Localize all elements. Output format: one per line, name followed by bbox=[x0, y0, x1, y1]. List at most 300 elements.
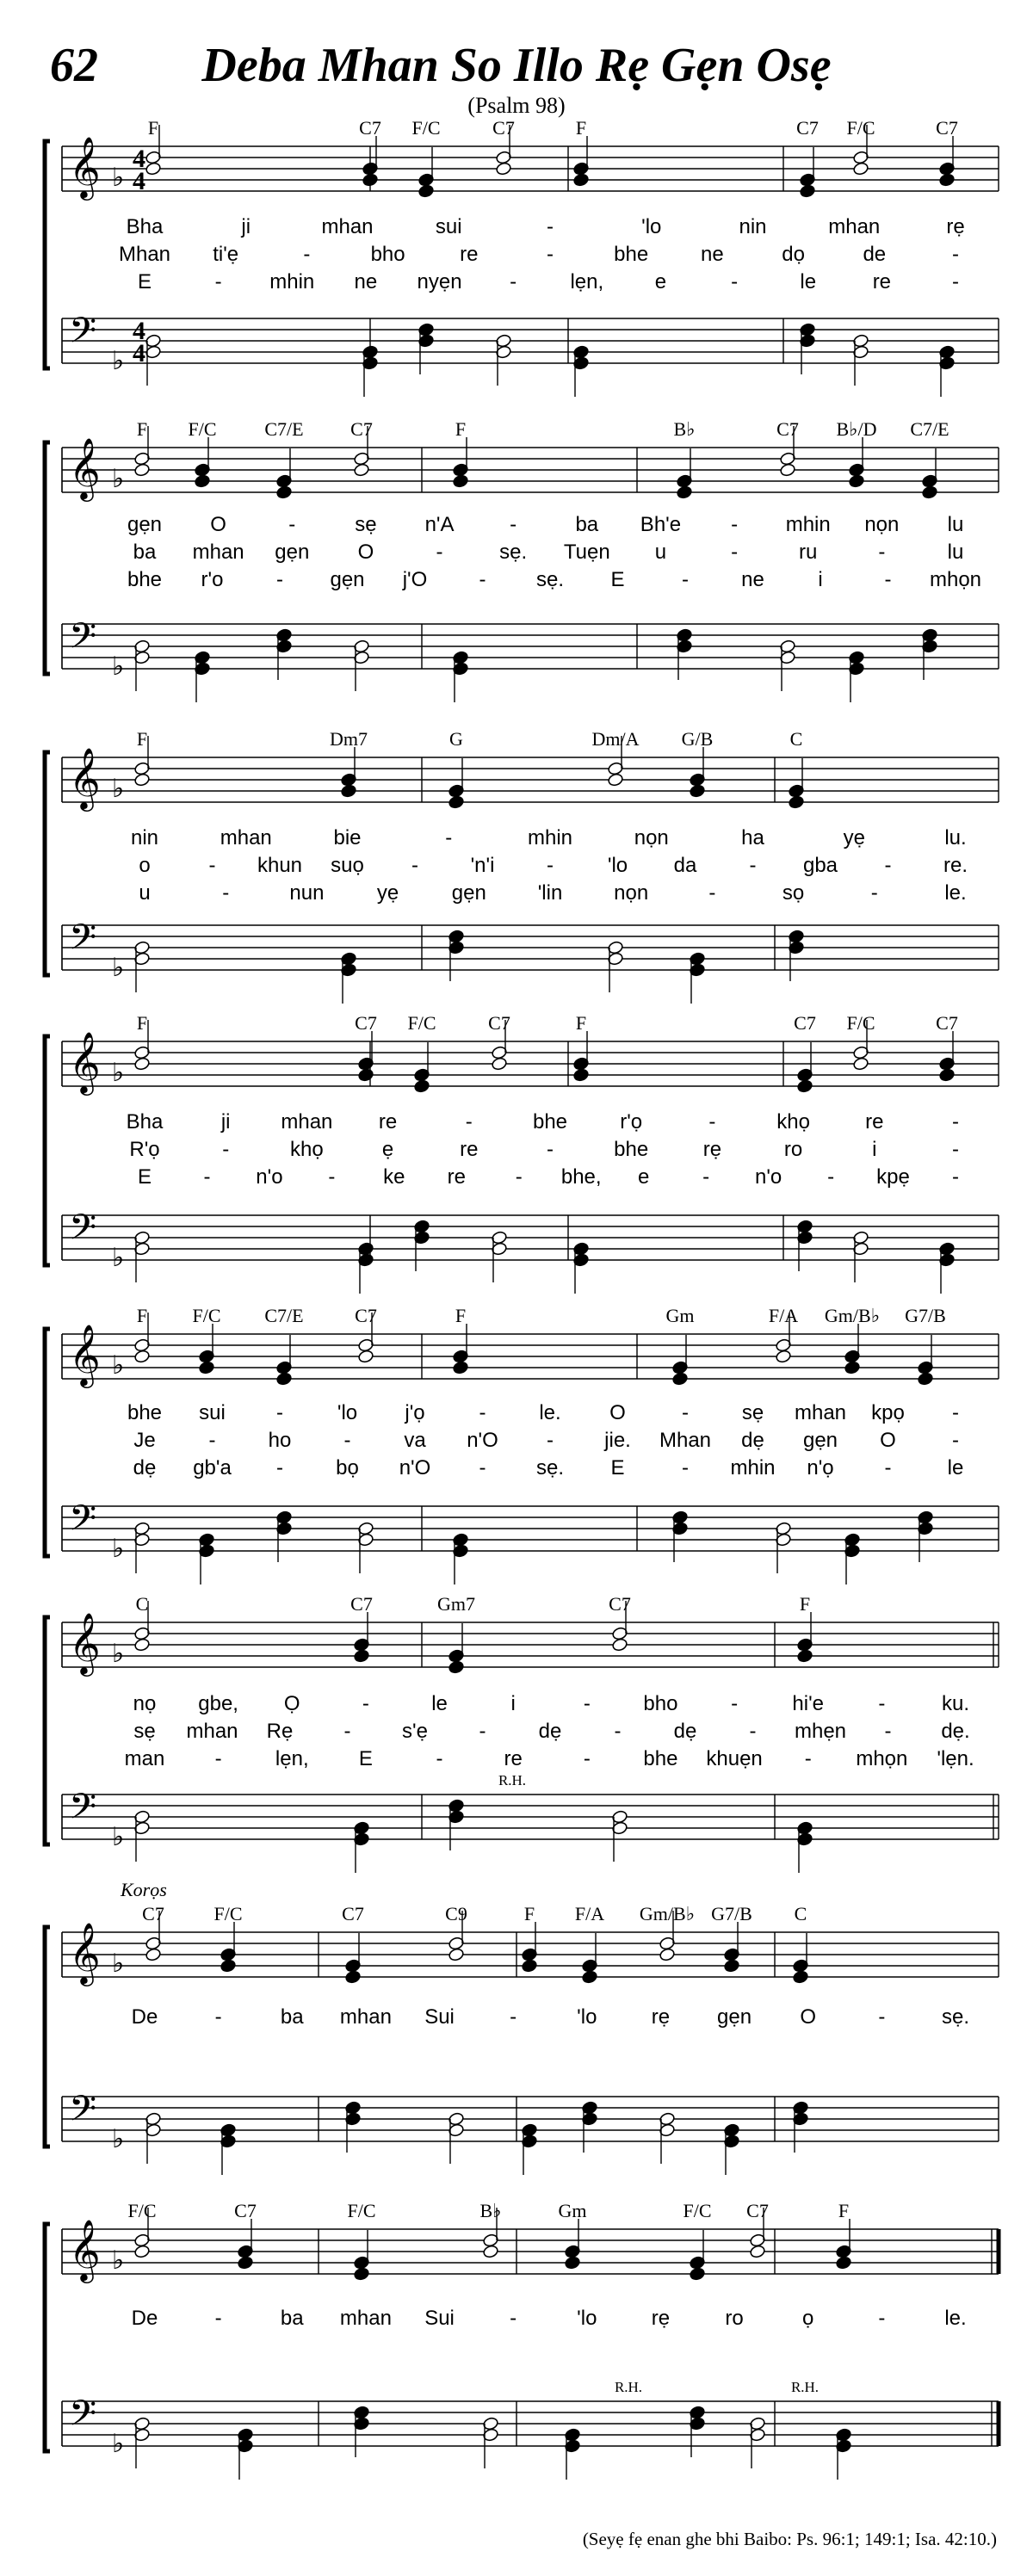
lyric-syllable: - bbox=[884, 1720, 892, 1743]
treble-clef-icon: 𝄞 bbox=[69, 2218, 101, 2281]
lyric-syllable: rẹ bbox=[651, 2005, 671, 2029]
lyric-syllable: - bbox=[884, 568, 892, 591]
bass-clef-icon: 𝄢 bbox=[69, 2393, 97, 2443]
lyric-syllable: e bbox=[638, 1165, 650, 1189]
lyric-syllable: mhọn bbox=[856, 1747, 908, 1770]
lyric-syllable: khọ bbox=[290, 1138, 324, 1161]
lyric-syllable: re bbox=[460, 243, 479, 266]
lyric-syllable: - bbox=[362, 1692, 369, 1715]
lyric-syllable: Je bbox=[133, 1429, 156, 1452]
chord-symbol: C7/E bbox=[910, 418, 949, 440]
lyric-syllable: dẹ bbox=[538, 1720, 562, 1743]
lyric-syllable: - bbox=[479, 1456, 486, 1480]
lyric-syllable: khun bbox=[257, 854, 303, 877]
lyric-syllable: - bbox=[510, 2005, 517, 2029]
treble-clef-icon: 𝄞 bbox=[69, 1323, 101, 1386]
lyric-syllable: dẹ bbox=[741, 1429, 764, 1452]
lyric-syllable: sẹ bbox=[355, 513, 377, 536]
lyric-syllable: bho bbox=[643, 1692, 678, 1715]
chord-symbol: Gm/B♭ bbox=[824, 1305, 881, 1326]
lyric-syllable: O bbox=[609, 1401, 626, 1424]
lyric-syllable: mhan bbox=[339, 2005, 392, 2029]
flat-key-signature-icon: ♭ bbox=[112, 1949, 125, 1979]
lyric-syllable: mhan bbox=[192, 541, 244, 564]
lyric-syllable: - bbox=[878, 1692, 886, 1715]
lyric-syllable: bie bbox=[333, 826, 362, 849]
flat-key-signature-icon: ♭ bbox=[112, 652, 125, 682]
lyric-syllable: - bbox=[749, 854, 757, 877]
lyric-syllable: sẹ. bbox=[499, 541, 528, 564]
lyric-syllable: - bbox=[749, 1720, 757, 1743]
lyric-syllable: R'ọ bbox=[129, 1138, 160, 1161]
lyric-syllable: - bbox=[479, 1720, 486, 1743]
lyric-syllable: i bbox=[818, 568, 823, 591]
staff bbox=[62, 2229, 999, 2274]
flat-key-signature-icon: ♭ bbox=[112, 1822, 125, 1852]
hymn-title: Deba Mhan So Illo Rẹ Gẹn Osẹ bbox=[201, 39, 832, 92]
time-signature: 4 bbox=[133, 339, 145, 368]
chord-symbol: F/C bbox=[683, 2200, 712, 2221]
lyric-syllable: - bbox=[827, 1165, 835, 1189]
chord-symbol: F bbox=[147, 117, 159, 139]
lyric-syllable: - bbox=[203, 1165, 211, 1189]
chord-symbol: F/A bbox=[574, 1903, 605, 1924]
lyric-syllable: - bbox=[682, 1456, 689, 1480]
lyric-syllable: Bh'e bbox=[640, 513, 682, 536]
chord-symbol: F bbox=[455, 1305, 467, 1326]
lyric-syllable: - bbox=[547, 854, 554, 877]
lyric-syllable: - bbox=[510, 2307, 517, 2330]
lyric-syllable: sẹ bbox=[741, 1401, 764, 1424]
lyric-syllable: - bbox=[214, 270, 222, 293]
chord-symbol: Dm7 bbox=[330, 728, 368, 750]
lyric-syllable: da bbox=[673, 854, 697, 877]
lyric-syllable: nin bbox=[739, 215, 767, 238]
bass-clef-icon: 𝄢 bbox=[69, 2088, 97, 2138]
lyric-syllable: gẹn bbox=[127, 513, 163, 536]
lyric-syllable: E bbox=[610, 1456, 625, 1480]
notehead bbox=[482, 2245, 498, 2259]
lyric-syllable: mhin bbox=[785, 513, 831, 536]
lyric-syllable: - bbox=[583, 1692, 591, 1715]
chord-symbol: F/C bbox=[846, 117, 875, 139]
lyric-syllable: ba bbox=[575, 513, 599, 536]
chord-symbol: C7 bbox=[350, 418, 373, 440]
lyric-syllable: re bbox=[447, 1165, 466, 1189]
chord-symbol: F/C bbox=[846, 1012, 875, 1034]
chord-symbol: C7 bbox=[794, 1012, 816, 1034]
lyric-syllable: - bbox=[411, 854, 418, 877]
lyric-syllable: gbe, bbox=[198, 1692, 238, 1715]
lyric-syllable: re. bbox=[943, 854, 968, 877]
flat-key-signature-icon: ♭ bbox=[112, 464, 125, 494]
lyric-syllable: - bbox=[214, 2307, 222, 2330]
lyric-syllable: e bbox=[654, 270, 667, 293]
lyric-syllable: mhọn bbox=[929, 568, 982, 591]
system-bracket bbox=[45, 2224, 50, 2451]
lyric-syllable: r'o bbox=[201, 568, 224, 591]
lyric-syllable: gẹn bbox=[451, 881, 486, 905]
lyric-syllable: le. bbox=[944, 881, 967, 905]
lyric-syllable: s'ẹ bbox=[402, 1720, 428, 1743]
lyric-syllable: dẹ bbox=[133, 1456, 157, 1480]
staff bbox=[62, 2401, 999, 2446]
lyric-syllable: - bbox=[208, 1429, 216, 1452]
lyric-syllable: ji bbox=[241, 215, 251, 238]
lyric-syllable: re bbox=[378, 1110, 398, 1134]
notehead bbox=[835, 2256, 851, 2270]
chord-symbol: G bbox=[449, 728, 463, 750]
lyric-syllable: bhe bbox=[614, 1138, 649, 1161]
time-signature: 4 bbox=[133, 167, 145, 195]
lyric-syllable: o bbox=[139, 854, 151, 877]
right-hand-marking: R.H. bbox=[790, 2379, 820, 2395]
lyric-syllable: i bbox=[872, 1138, 877, 1161]
lyric-syllable: - bbox=[708, 881, 716, 905]
lyric-syllable: gẹn bbox=[275, 541, 310, 564]
lyric-syllable: bhe bbox=[127, 568, 163, 591]
lyric-syllable: ẹ bbox=[381, 1138, 394, 1161]
chord-symbol: F/A bbox=[768, 1305, 799, 1326]
chord-symbol: G7/B bbox=[905, 1305, 946, 1326]
chord-symbol: F bbox=[838, 2200, 850, 2221]
lyric-syllable: kpọ bbox=[871, 1401, 905, 1424]
lyric-syllable: - bbox=[276, 568, 283, 591]
chord-symbol: Gm bbox=[558, 2200, 587, 2221]
lyric-syllable: mhan bbox=[339, 2307, 392, 2330]
lyric-syllable: ọ bbox=[802, 2307, 814, 2330]
lyric-syllable: nun bbox=[289, 881, 325, 905]
lyric-syllable: re bbox=[460, 1138, 479, 1161]
lyric-syllable: sẹ bbox=[133, 1720, 156, 1743]
chord-symbol: C bbox=[135, 1593, 149, 1615]
lyric-syllable: 'n'i bbox=[470, 854, 495, 877]
lyric-syllable: de bbox=[863, 243, 887, 266]
chord-symbol: F bbox=[799, 1593, 811, 1615]
chord-symbol: C9 bbox=[445, 1903, 467, 1924]
lyric-syllable: Tuẹn bbox=[563, 541, 610, 564]
lyric-syllable: - bbox=[343, 1429, 351, 1452]
lyric-syllable: - bbox=[445, 826, 453, 849]
lyric-syllable: 'lo bbox=[641, 215, 662, 238]
lyric-syllable: Sui bbox=[424, 2005, 455, 2029]
chord-symbol: C7 bbox=[342, 1903, 364, 1924]
lyric-syllable: Mhan bbox=[118, 243, 171, 266]
lyric-syllable: bhe bbox=[614, 243, 649, 266]
lyric-syllable: re bbox=[872, 270, 892, 293]
right-hand-marking: R.H. bbox=[614, 2379, 643, 2395]
lyric-syllable: jie. bbox=[604, 1429, 631, 1452]
lyric-syllable: 'lo bbox=[577, 2307, 597, 2330]
flat-key-signature-icon: ♭ bbox=[112, 774, 125, 804]
lyric-syllable: dẹ. bbox=[941, 1720, 970, 1743]
flat-key-signature-icon: ♭ bbox=[112, 1534, 125, 1564]
lyric-syllable: - bbox=[952, 243, 959, 266]
lyric-syllable: sẹ. bbox=[535, 1456, 565, 1480]
chord-symbol: C7 bbox=[609, 1593, 631, 1615]
notehead bbox=[133, 2245, 150, 2259]
bass-clef-icon: 𝄢 bbox=[69, 917, 97, 967]
lyric-syllable: lẹn, bbox=[570, 270, 604, 293]
lyric-syllable: - bbox=[731, 270, 739, 293]
chord-symbol: C7 bbox=[234, 2200, 257, 2221]
lyric-syllable: mhan bbox=[321, 215, 374, 238]
lyric-syllable: ba bbox=[280, 2307, 304, 2330]
chord-symbol: F bbox=[136, 1305, 148, 1326]
lyric-syllable: O bbox=[357, 541, 374, 564]
flat-key-signature-icon: ♭ bbox=[112, 1243, 125, 1273]
lyric-syllable: - bbox=[208, 854, 216, 877]
chord-symbol: Gm bbox=[665, 1305, 695, 1326]
lyric-syllable: re bbox=[504, 1747, 523, 1770]
lyric-syllable: lu bbox=[947, 513, 964, 536]
flat-key-signature-icon: ♭ bbox=[112, 2124, 125, 2154]
chord-symbol: C bbox=[789, 728, 803, 750]
lyric-syllable: - bbox=[515, 1165, 523, 1189]
lyric-syllable: - bbox=[682, 1401, 689, 1424]
lyric-syllable: E bbox=[137, 270, 152, 293]
lyric-syllable: mhan bbox=[281, 1110, 333, 1134]
lyric-syllable: kpẹ bbox=[876, 1165, 910, 1189]
chord-symbol: C7 bbox=[350, 1593, 373, 1615]
chord-symbol: F bbox=[523, 1903, 535, 1924]
lyric-syllable: - bbox=[276, 1456, 283, 1480]
scripture-footnote: (Seyẹ fẹ enan ghe bhi Baibo: Ps. 96:1; 149:1; Isa. 42:10.) bbox=[582, 2529, 997, 2549]
chord-symbol: F/C bbox=[347, 2200, 376, 2221]
lyric-syllable: man bbox=[124, 1747, 165, 1770]
lyric-syllable: n'o bbox=[754, 1165, 782, 1189]
lyric-syllable: - bbox=[479, 568, 486, 591]
lyric-syllable: Bha bbox=[126, 1110, 164, 1134]
lyric-syllable: E bbox=[137, 1165, 152, 1189]
chord-symbol: F bbox=[455, 418, 467, 440]
lyric-syllable: yẹ bbox=[843, 826, 865, 849]
lyric-syllable: ke bbox=[383, 1165, 405, 1189]
lyric-syllable: - bbox=[547, 1138, 554, 1161]
lyric-syllable: ro bbox=[783, 1138, 803, 1161]
lyric-syllable: mhan bbox=[828, 215, 881, 238]
lyric-syllable: sẹ. bbox=[941, 2005, 970, 2029]
lyric-syllable: gba bbox=[802, 854, 838, 877]
lyric-syllable: - bbox=[952, 1401, 959, 1424]
lyric-syllable: - bbox=[804, 1747, 812, 1770]
bass-clef-icon: 𝄢 bbox=[69, 1498, 97, 1547]
lyric-syllable: nọn bbox=[864, 513, 900, 536]
lyric-syllable: 'lin bbox=[537, 881, 563, 905]
lyric-syllable: gẹn bbox=[330, 568, 365, 591]
lyric-syllable: - bbox=[731, 1692, 739, 1715]
flat-key-signature-icon: ♭ bbox=[112, 346, 125, 376]
lyric-syllable: O bbox=[800, 2005, 817, 2029]
lyric-syllable: j'ọ bbox=[405, 1401, 425, 1424]
chord-symbol: F/C bbox=[411, 117, 441, 139]
lyric-syllable: rẹ bbox=[702, 1138, 722, 1161]
lyric-syllable: ne bbox=[741, 568, 764, 591]
lyric-syllable: - bbox=[884, 854, 892, 877]
lyric-syllable: hi'e bbox=[792, 1692, 825, 1715]
lyric-syllable: De bbox=[131, 2005, 158, 2029]
treble-clef-icon: 𝄞 bbox=[69, 1921, 101, 1984]
lyric-syllable: - bbox=[510, 270, 517, 293]
lyric-syllable: sẹ. bbox=[535, 568, 565, 591]
lyric-syllable: ha bbox=[741, 826, 764, 849]
lyric-syllable: - bbox=[547, 1429, 554, 1452]
lyric-syllable: - bbox=[952, 1110, 959, 1134]
lyric-syllable: - bbox=[222, 1138, 230, 1161]
chord-symbol: F bbox=[136, 1012, 148, 1034]
lyric-syllable: E bbox=[610, 568, 625, 591]
chord-symbol: F/C bbox=[407, 1012, 436, 1034]
lyric-syllable: khuẹn bbox=[706, 1747, 763, 1770]
lyric-syllable: - bbox=[884, 1456, 892, 1480]
lyric-syllable: mhin bbox=[730, 1456, 776, 1480]
lyric-syllable: rẹ bbox=[651, 2307, 671, 2330]
chord-symbol: F bbox=[575, 1012, 587, 1034]
lyric-syllable: mhan bbox=[220, 826, 272, 849]
lyric-syllable: n'ọ bbox=[807, 1456, 834, 1480]
lyric-syllable: - bbox=[952, 1138, 959, 1161]
noteheads bbox=[133, 2208, 851, 2480]
lyric-syllable: - bbox=[682, 568, 689, 591]
chord-symbol: Gm7 bbox=[437, 1593, 475, 1615]
chord-symbol: F bbox=[575, 117, 587, 139]
chord-symbol: B♭ bbox=[673, 418, 696, 440]
lyric-syllable: Mhan bbox=[659, 1429, 712, 1452]
bass-clef-icon: 𝄢 bbox=[69, 615, 97, 665]
notehead bbox=[749, 2245, 765, 2259]
lyric-syllable: nọn bbox=[634, 826, 669, 849]
lyric-syllable: E bbox=[358, 1747, 373, 1770]
right-hand-marking: R.H. bbox=[498, 1772, 527, 1788]
lyric-syllable: - bbox=[328, 1165, 336, 1189]
hymn-number: 62 bbox=[50, 39, 98, 92]
treble-clef-icon: 𝄞 bbox=[69, 436, 101, 499]
lyric-syllable: - bbox=[303, 243, 311, 266]
chord-symbol: Dm/A bbox=[591, 728, 640, 750]
lyric-syllable: re bbox=[865, 1110, 884, 1134]
lyric-syllable: mhan bbox=[794, 1401, 847, 1424]
chord-symbol: C7 bbox=[355, 1305, 377, 1326]
lyric-syllable: - bbox=[702, 1165, 710, 1189]
time-signature: 4 bbox=[133, 317, 145, 345]
lyric-syllable: - bbox=[343, 1720, 351, 1743]
chord-symbol: C7 bbox=[746, 2200, 769, 2221]
lyric-syllable: - bbox=[731, 513, 739, 536]
notehead bbox=[353, 2267, 369, 2282]
lyric-syllable: - bbox=[510, 513, 517, 536]
chord-symbol: G7/B bbox=[711, 1903, 752, 1924]
lyric-syllable: dọ bbox=[782, 243, 805, 266]
lyric-syllable: - bbox=[614, 1720, 622, 1743]
lyric-syllable: le bbox=[431, 1692, 448, 1715]
lyric-syllable: bho bbox=[370, 243, 405, 266]
chord-symbol: C7 bbox=[142, 1903, 164, 1924]
lyric-syllable: le bbox=[800, 270, 817, 293]
lyric-syllable: O bbox=[880, 1429, 896, 1452]
lyric-syllable: n'A bbox=[424, 513, 455, 536]
lyric-syllable: bhe, bbox=[560, 1165, 602, 1189]
lyric-syllable: le bbox=[947, 1456, 964, 1480]
lyric-syllable: mhẹn bbox=[794, 1720, 847, 1743]
chord-symbol: F bbox=[136, 418, 148, 440]
lyric-syllable: - bbox=[708, 1110, 716, 1134]
lyric-syllable: 'lẹn. bbox=[937, 1747, 974, 1770]
treble-clef-icon: 𝄞 bbox=[69, 1611, 101, 1674]
chord-symbol: C7 bbox=[492, 117, 515, 139]
lyric-syllable: - bbox=[583, 1747, 591, 1770]
lyric-syllable: - bbox=[222, 881, 230, 905]
lyric-syllable: - bbox=[214, 2005, 222, 2029]
chord-symbol: G/B bbox=[681, 728, 714, 750]
lyric-syllable: rẹ bbox=[946, 215, 965, 238]
lyric-syllable: nin bbox=[130, 826, 159, 849]
lyric-syllable: - bbox=[479, 1401, 486, 1424]
lyric-syllable: O bbox=[210, 513, 226, 536]
chord-symbol: F/C bbox=[192, 1305, 221, 1326]
lyric-syllable: Rẹ bbox=[266, 1720, 294, 1743]
chord-symbol: C7 bbox=[355, 1012, 377, 1034]
chord-symbol: C7 bbox=[359, 117, 381, 139]
chord-symbol: C7/E bbox=[264, 418, 304, 440]
lyric-syllable: yẹ bbox=[376, 881, 399, 905]
lyric-syllable: mhin bbox=[269, 270, 315, 293]
lyric-syllable: - bbox=[547, 243, 554, 266]
lyric-syllable: bhe bbox=[643, 1747, 678, 1770]
lyric-syllable: ho bbox=[268, 1429, 292, 1452]
lyric-syllable: ba bbox=[133, 541, 157, 564]
lyric-syllable: ne bbox=[701, 243, 724, 266]
lyric-syllable: sọ bbox=[782, 881, 805, 905]
lyric-syllable: - bbox=[276, 1401, 283, 1424]
chord-symbol: C7 bbox=[796, 117, 819, 139]
lyric-syllable: ti'ẹ bbox=[213, 243, 239, 266]
treble-clef-icon: 𝄞 bbox=[69, 135, 101, 198]
chord-symbol: F/C bbox=[213, 1903, 243, 1924]
lyric-syllable: - bbox=[952, 1165, 959, 1189]
lyric-syllable: j'O bbox=[402, 568, 428, 591]
lyric-syllable: - bbox=[878, 2307, 886, 2330]
lyric-syllable: Bha bbox=[126, 215, 164, 238]
lyric-syllable: mhin bbox=[527, 826, 573, 849]
chord-symbol: F bbox=[136, 728, 148, 750]
section-label: Korọs bbox=[121, 1879, 167, 1900]
chord-symbol: C bbox=[794, 1903, 807, 1924]
lyric-syllable: - bbox=[952, 270, 959, 293]
chord-symbol: C7 bbox=[488, 1012, 510, 1034]
lyric-syllable: ro bbox=[725, 2307, 744, 2330]
lyric-syllable: 'lo bbox=[607, 854, 628, 877]
treble-clef-icon: 𝄞 bbox=[69, 746, 101, 809]
lyric-syllable: i bbox=[510, 1692, 516, 1715]
lyric-syllable: khọ bbox=[776, 1110, 810, 1134]
lyric-syllable: r'ọ bbox=[620, 1110, 643, 1134]
flat-key-signature-icon: ♭ bbox=[112, 163, 125, 193]
lyric-syllable: gẹn bbox=[717, 2005, 752, 2029]
bass-clef-icon: 𝄢 bbox=[69, 310, 97, 360]
flat-key-signature-icon: ♭ bbox=[112, 1350, 125, 1381]
hymn-subtitle: (Psalm 98) bbox=[467, 93, 566, 118]
lyric-syllable: nyẹn bbox=[417, 270, 462, 293]
lyric-syllable: n'O bbox=[467, 1429, 498, 1452]
lyric-syllable: ne bbox=[354, 270, 378, 293]
chord-symbol: F/C bbox=[127, 2200, 157, 2221]
flat-key-signature-icon: ♭ bbox=[112, 2246, 125, 2276]
lyric-syllable: - bbox=[952, 1429, 959, 1452]
lyric-syllable: nọn bbox=[614, 881, 649, 905]
flat-key-signature-icon: ♭ bbox=[112, 953, 125, 983]
lyric-syllable: 'lo bbox=[337, 1401, 358, 1424]
lyric-syllable: u bbox=[654, 541, 667, 564]
